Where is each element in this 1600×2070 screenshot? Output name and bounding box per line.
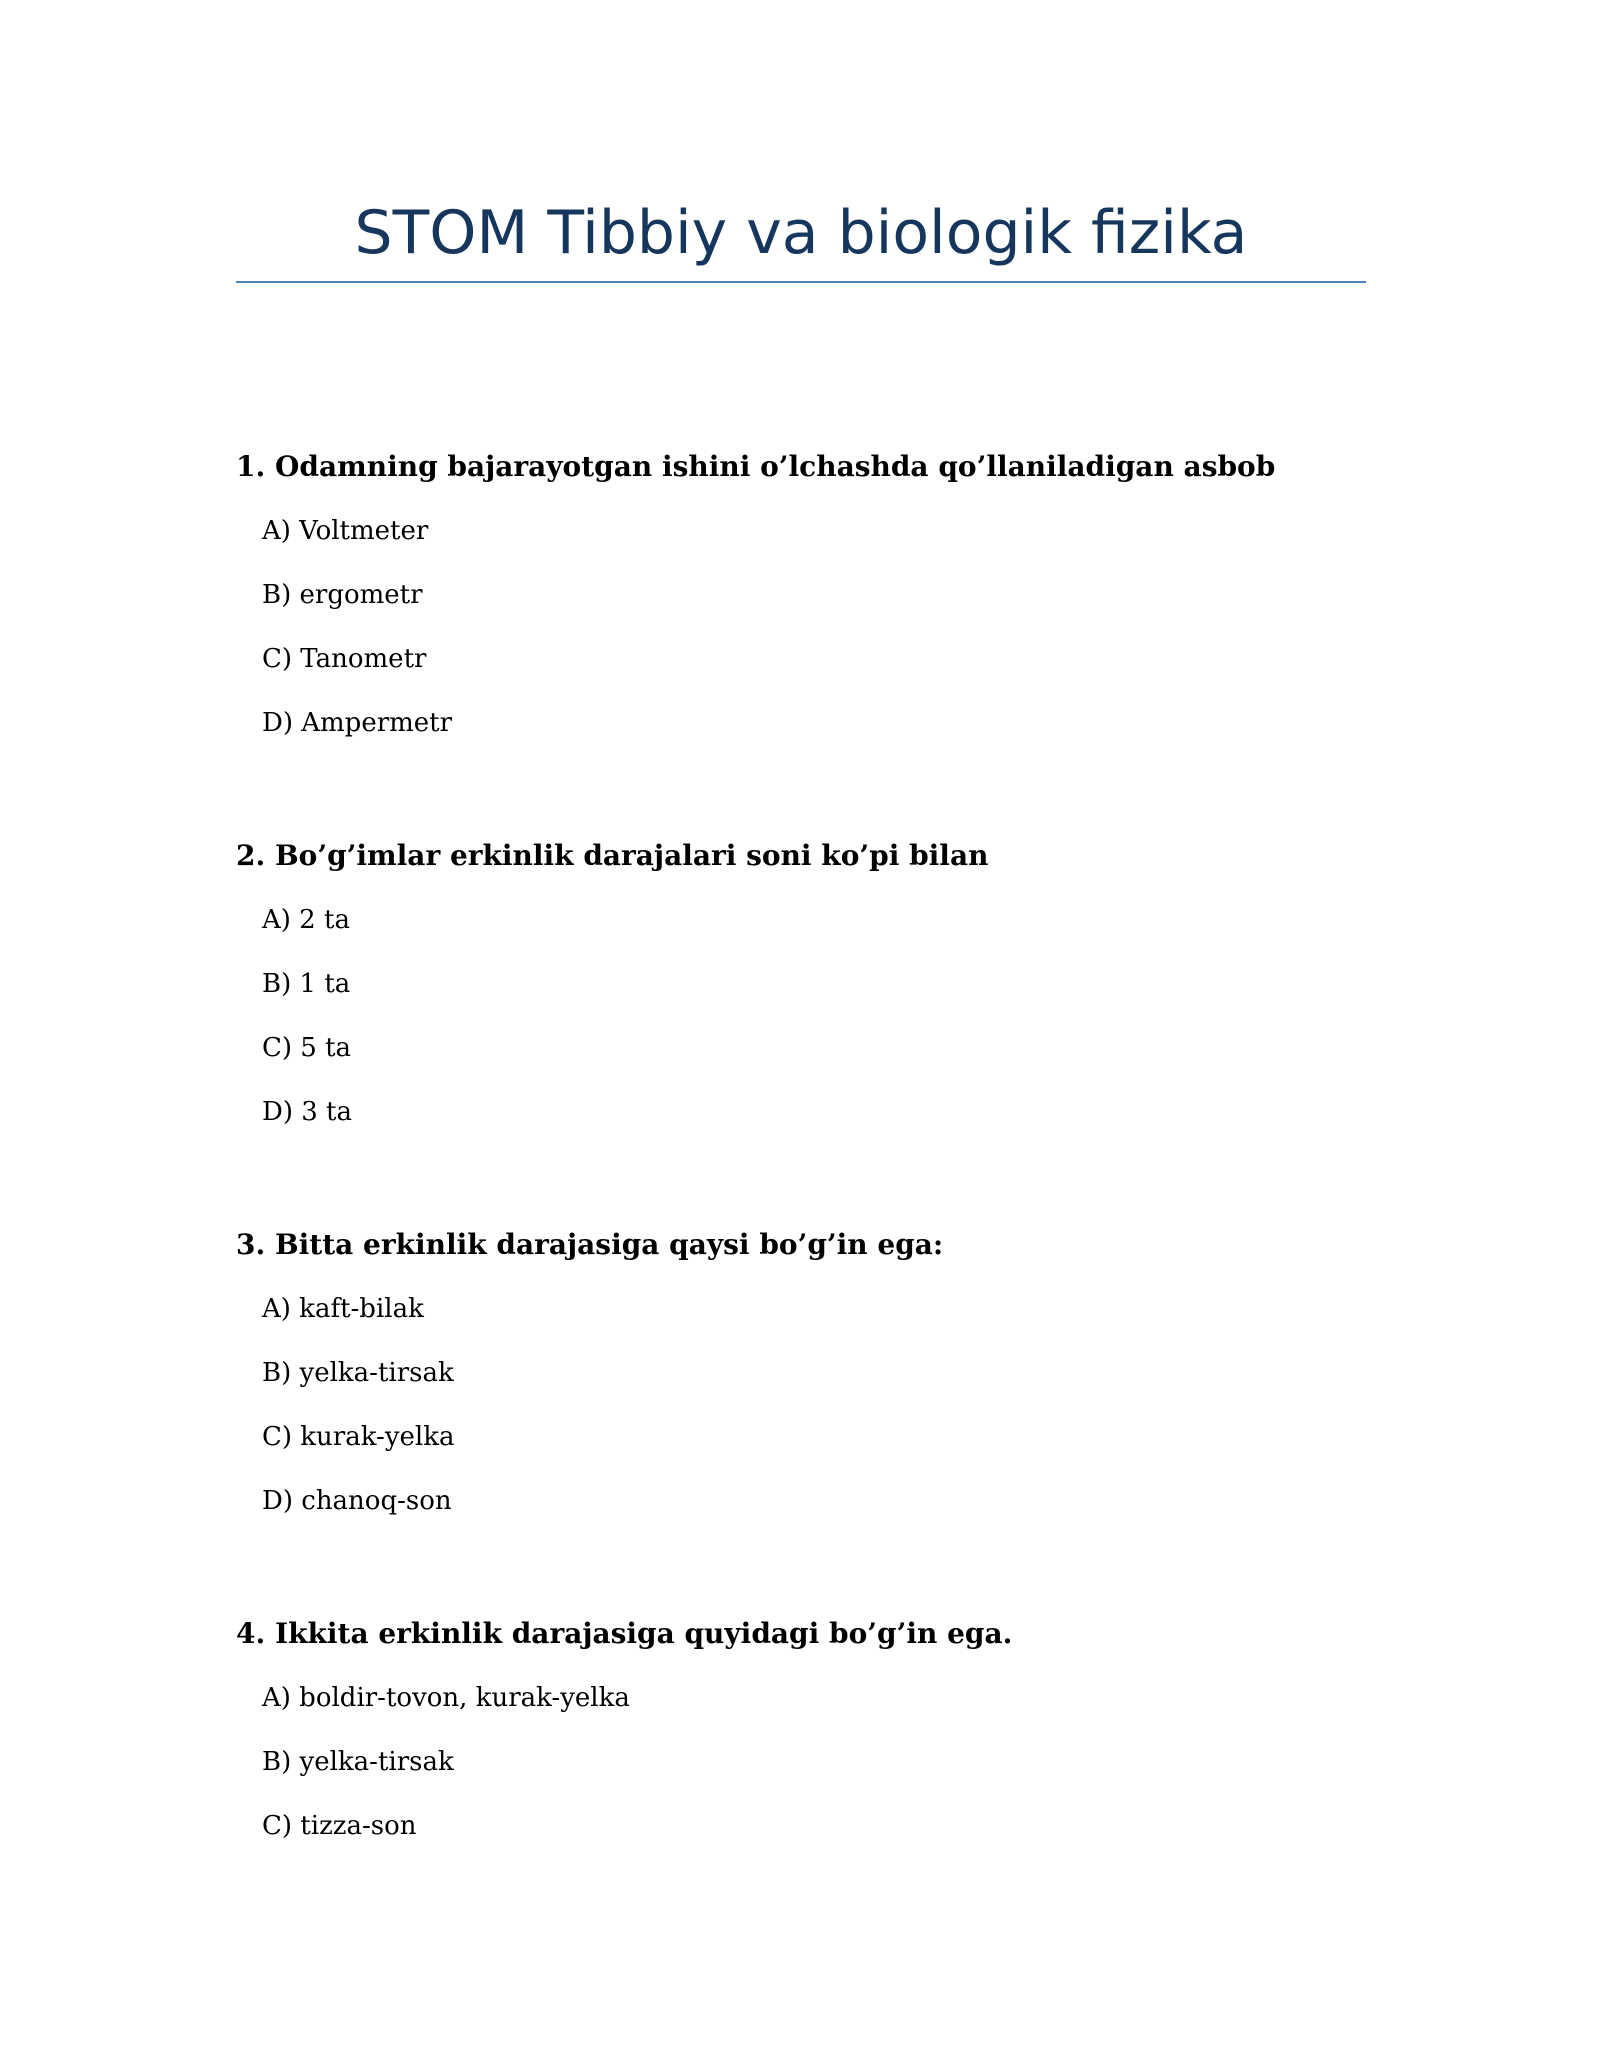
options-list: [236, 513, 1366, 741]
question-text: 4. Ikkita erkinlik darajasiga quyidagi bo’g’in ega.: [236, 1617, 1013, 1650]
option-c: C) 5 ta: [262, 1033, 352, 1063]
option-c: C) Tanometr: [262, 644, 427, 674]
option-b: B) 1 ta: [262, 969, 351, 999]
option-b: B) ergometr: [262, 580, 423, 610]
question-3: [236, 1225, 1366, 1519]
option-c: C) tizza-son: [262, 1811, 417, 1841]
option-d: D) 3 ta: [262, 1097, 353, 1127]
question-text: 1. Odamning bajarayotgan ishini o’lchashda qo’llaniladigan asbob: [236, 450, 1276, 483]
option-d: D) Ampermetr: [262, 708, 453, 738]
option-c: C) kurak-yelka: [262, 1422, 455, 1452]
question-text: 3. Bitta erkinlik darajasiga qaysi bo’g’in ega:: [236, 1228, 944, 1261]
option-a: A) 2 ta: [262, 905, 350, 935]
question-1: [236, 447, 1366, 741]
option-d: D) chanoq-son: [262, 1486, 452, 1516]
options-list: [236, 1291, 1366, 1519]
option-a: A) boldir-tovon, kurak-yelka: [262, 1683, 630, 1713]
title-underline: [236, 281, 1366, 283]
option-b: B) yelka-tirsak: [262, 1747, 454, 1777]
option-a: A) Voltmeter: [262, 516, 429, 546]
options-list: [236, 1680, 1366, 1844]
options-list: [236, 902, 1366, 1130]
document-title: STOM Tibbiy va biologik fizika: [354, 198, 1248, 268]
question-2: [236, 836, 1366, 1130]
option-b: B) yelka-tirsak: [262, 1358, 454, 1388]
question-text: 2. Bo’g’imlar erkinlik darajalari soni ko’pi bilan: [236, 839, 989, 872]
option-a: A) kaft-bilak: [262, 1294, 424, 1324]
question-4: [236, 1614, 1366, 1844]
